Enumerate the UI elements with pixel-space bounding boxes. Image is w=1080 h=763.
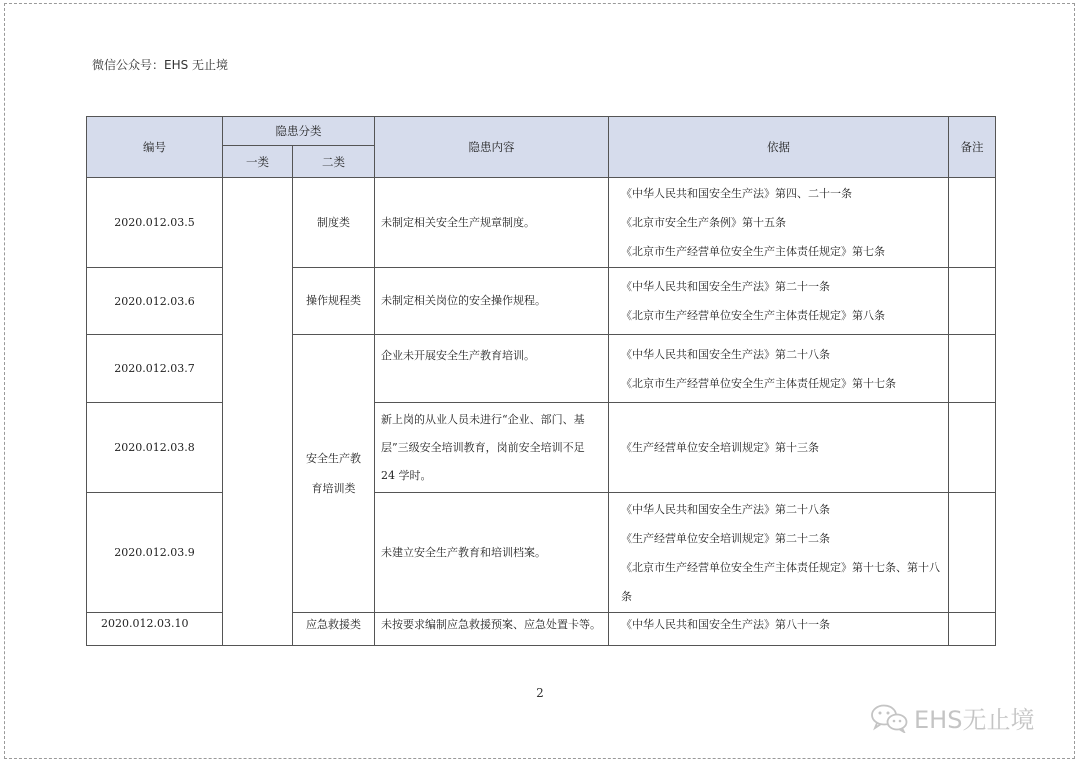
cat1-cell [223,178,293,646]
watermark-text: EHS无止境 [914,706,1035,734]
row-content: 新上岗的从业人员未进行“企业、部门、基层”三级安全培训教育，岗前安全培训不足 24 学时。 [375,403,609,493]
basis-line: 《北京市生产经营单位安全生产主体责任规定》第十七条 [621,376,896,390]
row-code: 2020.012.03.6 [87,268,223,335]
row-code: 2020.012.03.9 [87,493,223,613]
row-code: 2020.012.03.8 [87,403,223,493]
col-header-content: 隐患内容 [375,117,609,178]
row-note [949,493,996,613]
col-header-cat2: 二类 [293,146,375,178]
row-content: 未制定相关安全生产规章制度。 [375,178,609,268]
row-cat2: 安全生产教育培训类 [293,335,375,613]
row-content: 企业未开展安全生产教育培训。 [375,335,609,403]
basis-line: 《生产经营单位安全培训规定》第十三条 [621,441,819,454]
basis-line: 《生产经营单位安全培训规定》第二十二条 [621,531,830,545]
wechat-icon [870,703,908,733]
row-basis [609,403,949,493]
row-cat2: 制度类 [293,178,375,268]
row-note [949,613,996,646]
row-note [949,403,996,493]
row-basis [609,335,949,403]
row-code: 2020.012.03.10 [87,613,223,646]
basis-line: 《北京市生产经营单位安全生产主体责任规定》第七条 [621,245,885,258]
col-header-note: 备注 [949,117,996,178]
col-header-category: 隐患分类 [223,117,375,146]
row-cat2: 应急救援类 [293,613,375,646]
col-header-cat1: 一类 [223,146,293,178]
row-note [949,268,996,335]
basis-line: 《中华人民共和国安全生产法》第二十八条 [621,502,830,516]
row-content: 未按要求编制应急救援预案、应急处置卡等。 [375,613,609,646]
basis-line: 《中华人民共和国安全生产法》第八十一条 [621,618,830,631]
basis-line: 《北京市安全生产条例》第十五条 [621,216,786,229]
row-basis [609,178,949,268]
page-number: 2 [536,686,544,700]
basis-line: 《北京市生产经营单位安全生产主体责任规定》第十七条、第十八条 [621,560,940,603]
col-header-code: 编号 [87,117,223,178]
row-content: 未制定相关岗位的安全操作规程。 [375,268,609,335]
table-row [87,178,996,268]
row-cat2: 操作规程类 [293,268,375,335]
row-content: 未建立安全生产教育和培训档案。 [375,493,609,613]
row-note [949,335,996,403]
basis-line: 《北京市生产经营单位安全生产主体责任规定》第八条 [621,309,885,322]
basis-line: 《中华人民共和国安全生产法》第四、二十一条 [621,187,852,200]
watermark [870,700,1034,735]
basis-line: 《中华人民共和国安全生产法》第二十八条 [621,347,830,361]
row-basis [609,493,949,613]
row-code: 2020.012.03.5 [87,178,223,268]
col-header-basis: 依据 [609,117,949,178]
basis-line: 《中华人民共和国安全生产法》第二十一条 [621,280,830,293]
header-note: 微信公众号：EHS 无止境 [92,58,229,72]
header-row [87,117,996,146]
row-note [949,178,996,268]
row-basis [609,268,949,335]
row-basis [609,613,949,646]
row-code: 2020.012.03.7 [87,335,223,403]
hazard-table [86,116,996,646]
